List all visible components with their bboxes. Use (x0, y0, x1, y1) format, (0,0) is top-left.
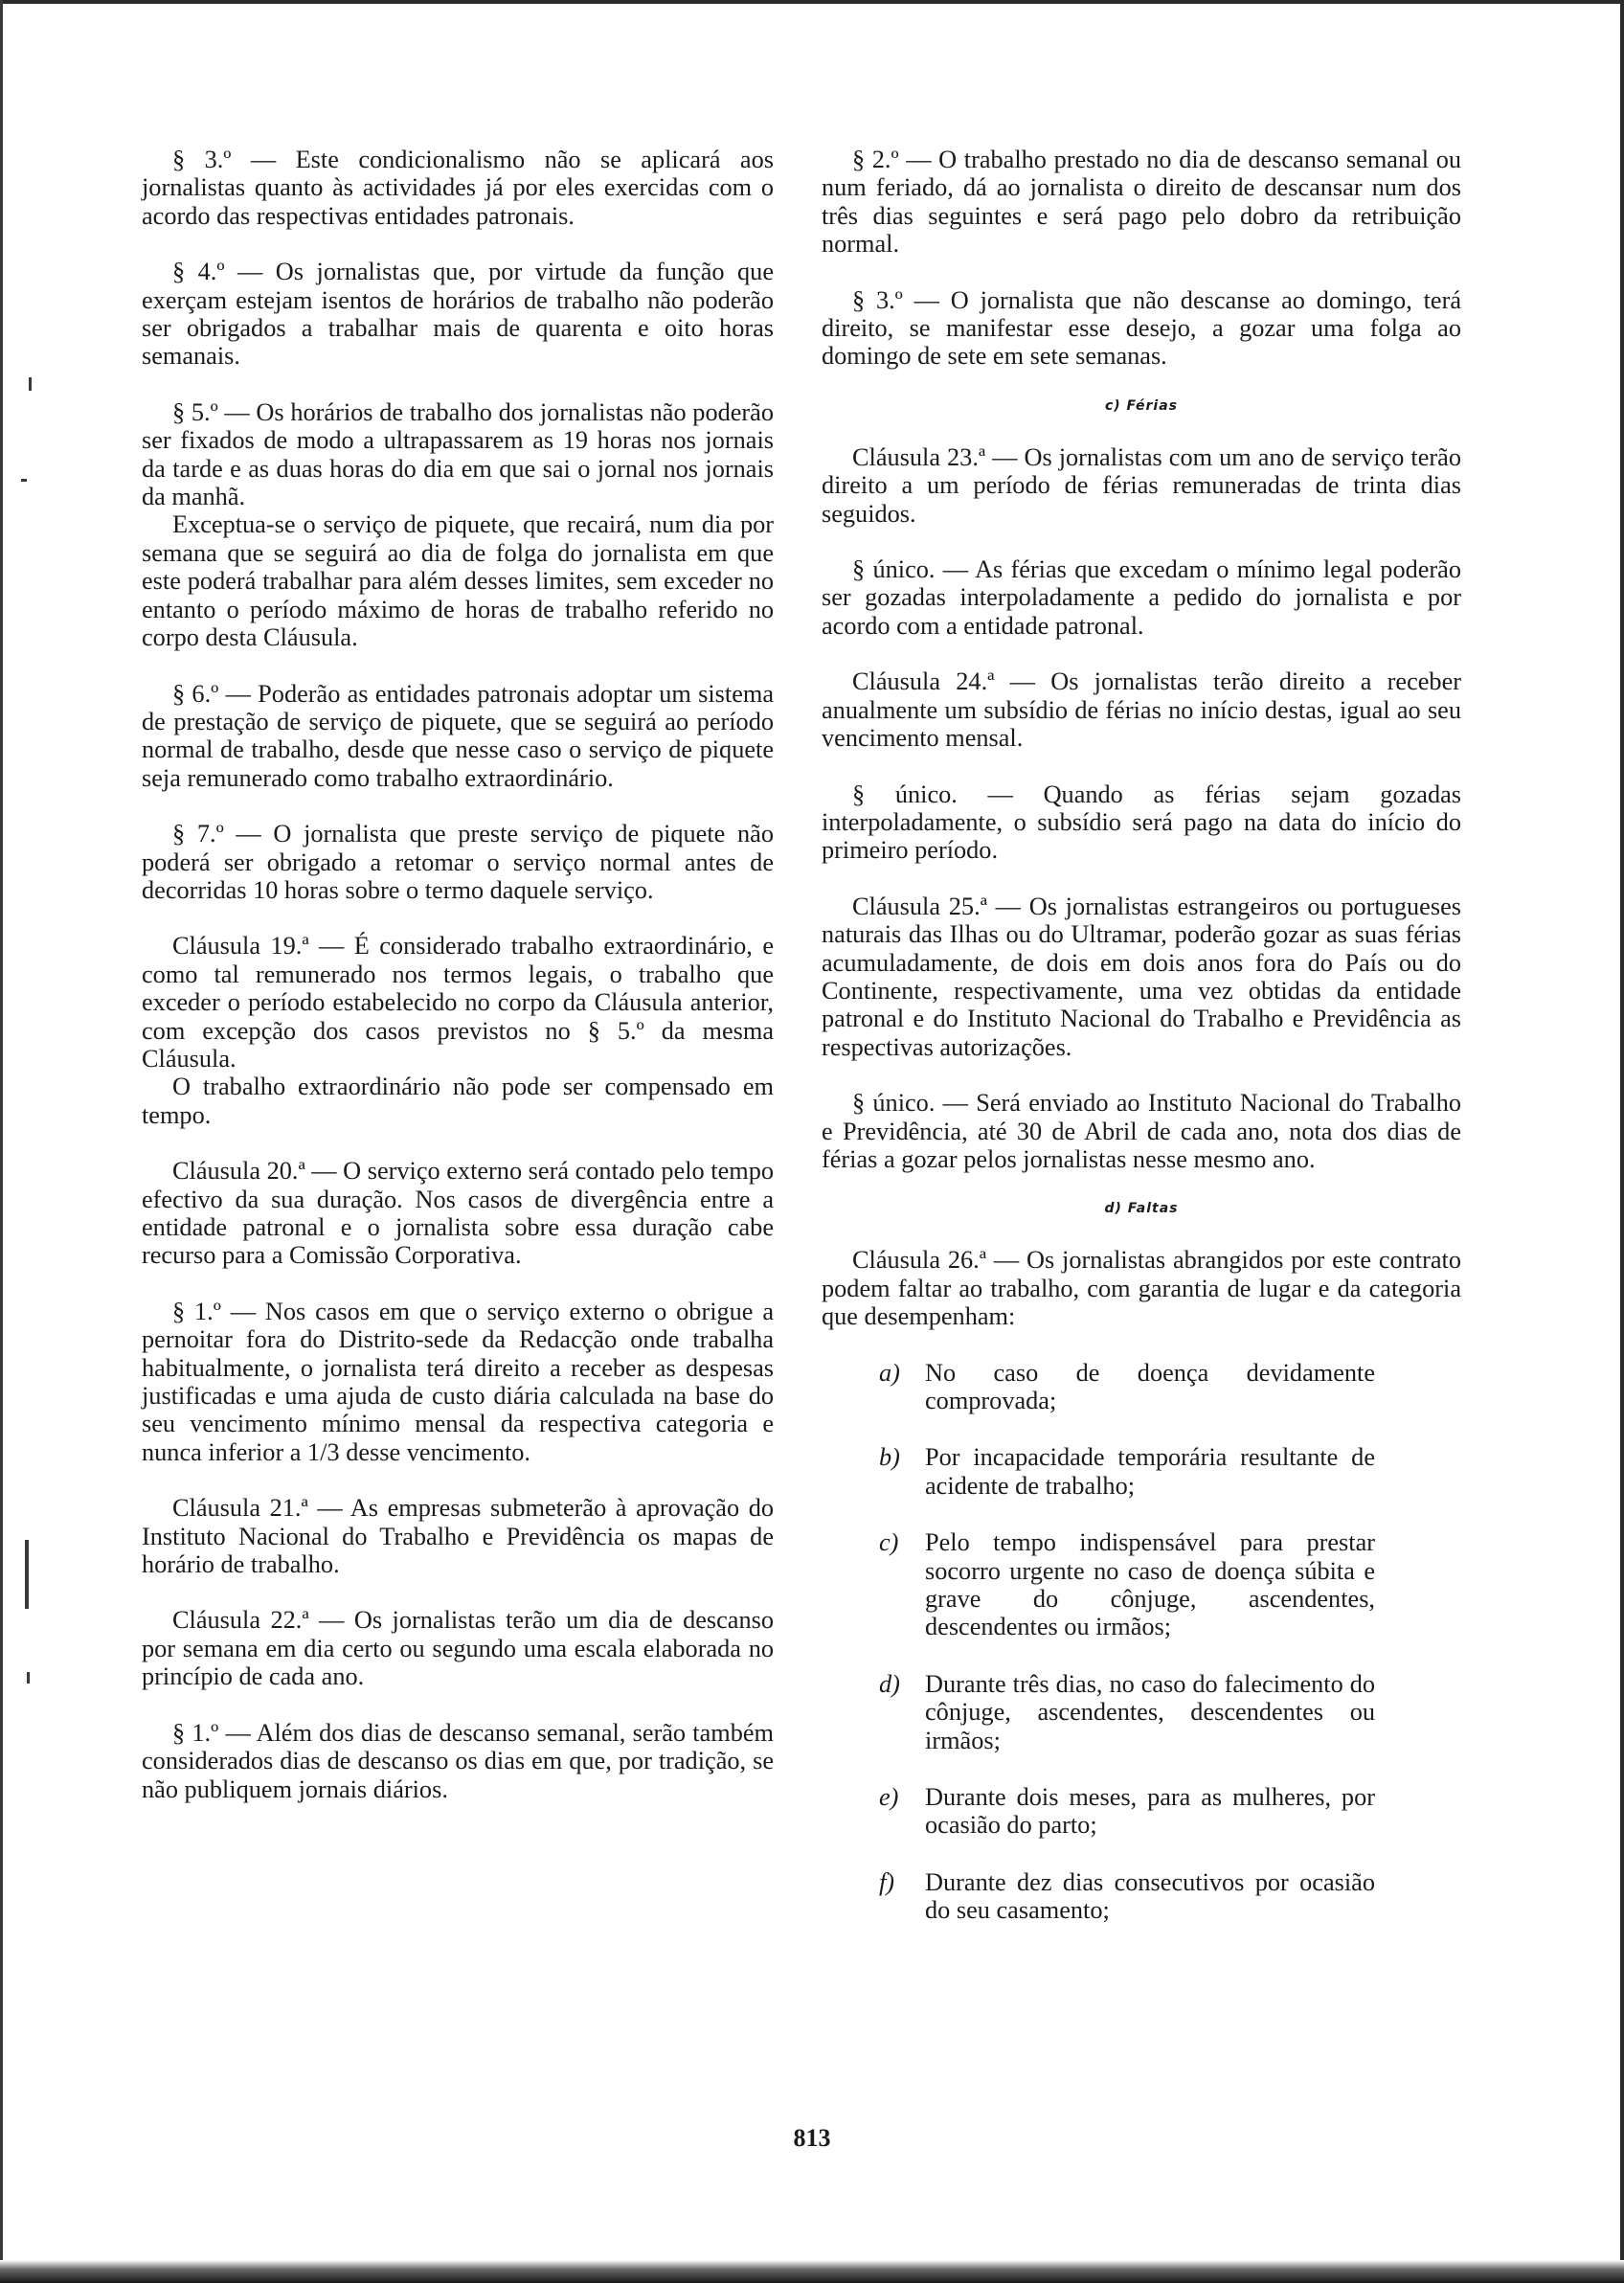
scan-speck (29, 377, 32, 391)
list-item-text: Pelo tempo indispensável para prestar socorro urgente no caso de doença súbita e grave do cônjuge, ascendentes, descendentes ou irmãos; (925, 1528, 1375, 1641)
paragraph-s4: § 4.º — Os jornalistas que, por virtude da função que exerçam estejam isentos de horários de trabalho não poderão ser obrigados a trabalhar mais de quarenta e oito horas semanais. (142, 258, 774, 371)
scan-edge-top (0, 0, 1624, 4)
clause-24: Cláusula 24.ª — Os jornalistas terão direito a receber anualmente um subsídio de férias no início destas, igual ao seu vencimento mensal. (822, 667, 1461, 753)
clause-19: Cláusula 19.ª — É considerado trabalho extraordinário, e como tal remunerado nos termos legais, o trabalho que exceder o período estabelecido no corpo da Cláusula anterior, com excepção dos casos previstos no § 5.º da mesma Cláusula. (142, 932, 774, 1073)
section-title-faltas: d) Faltas (1104, 1201, 1179, 1217)
list-item (879, 1528, 1375, 1641)
right-column (822, 146, 1461, 1954)
list-item-text: No caso de doença devidamente comprovada; (925, 1358, 1375, 1414)
page-number: 813 (793, 2124, 831, 2152)
paragraph-s5-exception: Exceptua-se o serviço de piquete, que recairá, num dia por semana que se seguirá ao dia de folga do jornalista em que este poderá trabalhar para além desses limites, sem exceder no entanto o período máximo de horas de trabalho referido no corpo desta Cláusula. (142, 510, 774, 652)
clause-22-s3: § 3.º — O jornalista que não descanse ao domingo, terá direito, se manifestar esse desejo, a gozar uma folga ao domingo de sete em sete semanas. (822, 285, 1461, 371)
clause-22-s2: § 2.º — O trabalho prestado no dia de descanso semanal ou num feriado, dá ao jornalista o direito de descansar num dos três dias seguintes e será pago pelo dobro da retribuição normal. (822, 146, 1461, 259)
clause-23-unico: § único. — As férias que excedam o mínimo legal poderão ser gozadas interpoladamente a pedido do jornalista e por acordo com a entidade patronal. (822, 555, 1461, 640)
clause-19-continuation: O trabalho extraordinário não pode ser compensado em tempo. (142, 1073, 774, 1129)
left-column (142, 146, 774, 1831)
list-marker: e) (879, 1783, 899, 1812)
scan-speck (27, 1672, 30, 1684)
list-item (879, 1443, 1375, 1500)
list-item (879, 1670, 1375, 1754)
clause-23: Cláusula 23.ª — Os jornalistas com um ano de serviço terão direito a um período de férias remuneradas de trinta dias seguidos. (822, 442, 1461, 528)
list-item (879, 1783, 1375, 1840)
scan-edge-left (0, 0, 3, 2283)
clause-21: Cláusula 21.ª — As empresas submeterão à aprovação do Instituto Nacional do Trabalho e Previdência os mapas de horário de trabalho. (142, 1494, 774, 1579)
clause-25-unico: § único. — Será enviado ao Instituto Nacional do Trabalho e Previdência, até 30 de Abril de cada ano, nota dos dias de férias a gozar pelos jornalistas nesse mesmo ano. (822, 1089, 1461, 1173)
list-item-text: Durante dez dias consecutivos por ocasião do seu casamento; (925, 1867, 1375, 1925)
list-marker: b) (879, 1443, 900, 1472)
list-marker: d) (879, 1669, 900, 1698)
list-item-text: Por incapacidade temporária resultante de acidente de trabalho; (925, 1443, 1375, 1500)
section-title-ferias: c) Férias (1104, 397, 1179, 414)
scan-speck (25, 1540, 29, 1609)
list-item-text: Durante dois meses, para as mulheres, por ocasião do parto; (925, 1783, 1375, 1840)
scan-speck (21, 479, 27, 482)
paragraph-s6: § 6.º — Poderão as entidades patronais adoptar um sistema de prestação de serviço de piquete, que se seguirá ao período normal de trabalho, desde que nesse caso o serviço de piquete seja remunerado como trabalho extraordinário. (142, 679, 774, 792)
paragraph-s7: § 7.º — O jornalista que preste serviço de piquete não poderá ser obrigado a retomar o serviço normal antes de decorridas 10 horas sobre o termo daquele serviço. (142, 820, 774, 904)
list-marker: a) (879, 1358, 900, 1387)
absence-list (822, 1359, 1461, 1925)
scan-edge-right (1620, 0, 1624, 2283)
scan-edge-bottom (0, 2260, 1624, 2283)
clause-22-s1: § 1.º — Além dos dias de descanso semanal, serão também considerados dias de descanso os dias em que, por tradição, se não publiquem jornais diários. (142, 1718, 774, 1803)
list-item (879, 1868, 1375, 1925)
clause-20: Cláusula 20.ª — O serviço externo será contado pelo tempo efectivo da sua duração. Nos casos de divergência entre a entidade patronal e o jornalista sobre essa duração cabe recurso para a Comissão Corporativa. (142, 1157, 774, 1270)
clause-22: Cláusula 22.ª — Os jornalistas terão um dia de descanso por semana em dia certo ou segundo uma escala elaborada no princípio de cada ano. (142, 1606, 774, 1691)
clause-20-s1: § 1.º — Nos casos em que o serviço externo o obrigue a pernoitar fora do Distrito-sede da Redacção onde trabalha habitualmente, o jornalista terá direito a receber as despesas justificadas e uma ajuda de custo diária calculada na base do seu vencimento mínimo mensal da respectiva categoria e nunca inferior a 1/3 desse vencimento. (142, 1297, 774, 1466)
paragraph-s3: § 3.º — Este condicionalismo não se aplicará aos jornalistas quanto às actividades já por eles exercidas com o acordo das respectivas entidades patronais. (142, 146, 774, 230)
list-marker: f) (879, 1867, 895, 1896)
clause-25: Cláusula 25.ª — Os jornalistas estrangeiros ou portugueses naturais das Ilhas ou do Ultramar, poderão gozar as suas férias acumuladamente, de dois em dois anos fora do País ou do Continente, respectivamente, uma vez obtidas da entidade patronal e do Instituto Nacional do Trabalho e Previdência as respectivas autorizações. (822, 892, 1461, 1061)
clause-24-unico: § único. — Quando as férias sejam gozadas interpoladamente, o subsídio será pago na data do início do primeiro período. (822, 780, 1461, 865)
list-marker: c) (879, 1528, 899, 1557)
clause-26: Cláusula 26.ª — Os jornalistas abrangidos por este contrato podem faltar ao trabalho, com garantia de lugar e da categoria que desempenham: (822, 1246, 1461, 1331)
paragraph-s5: § 5.º — Os horários de trabalho dos jornalistas não poderão ser fixados de modo a ultrapassarem as 19 horas nos jornais da tarde e as duas horas do dia em que sai o jornal nos jornais da manhã. (142, 397, 774, 511)
list-item-text: Durante três dias, no caso do falecimento do cônjuge, ascendentes, descendentes ou irmãos; (925, 1669, 1375, 1754)
list-item (879, 1359, 1375, 1415)
